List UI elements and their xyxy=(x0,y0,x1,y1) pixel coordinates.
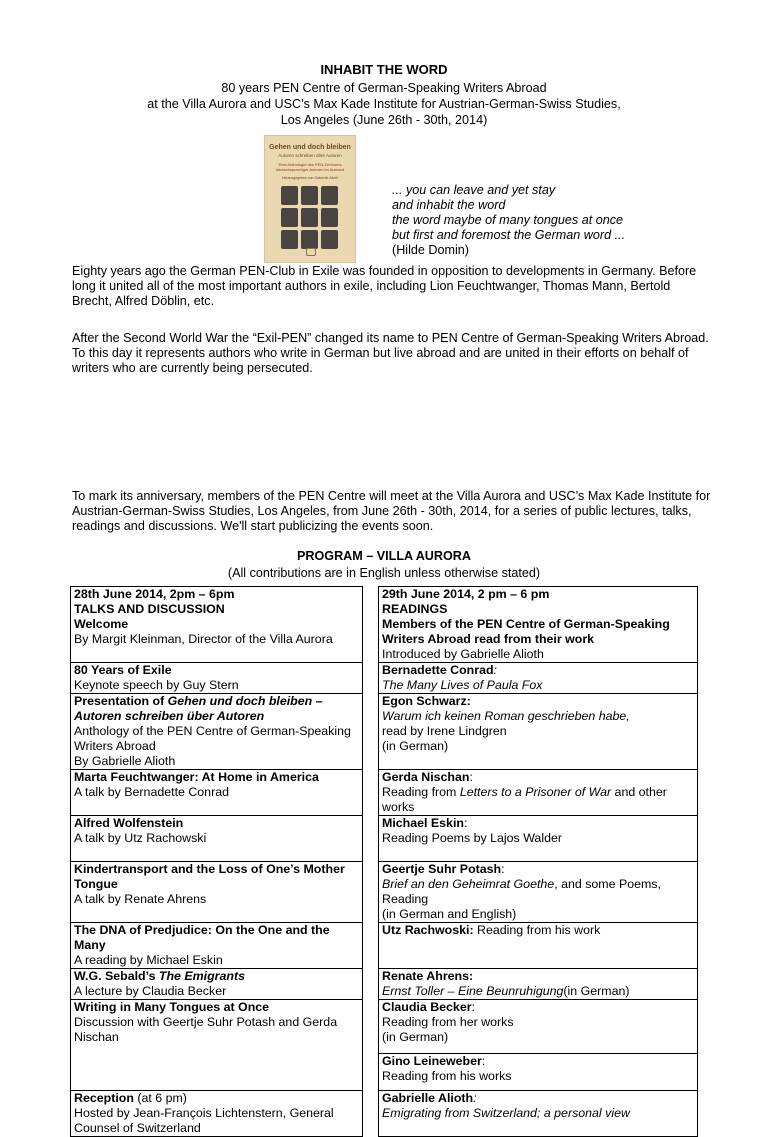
event-detail: Hosted by Jean-François Lichtenstern, General Counsel of Switzerland xyxy=(74,1106,334,1135)
book-title: Autoren schreiben über Autoren xyxy=(74,709,265,723)
table-row xyxy=(71,1091,698,1137)
subtitle-line: Los Angeles (June 26th - 30th, 2014) xyxy=(280,113,488,127)
portrait xyxy=(301,208,318,227)
program-cell xyxy=(71,770,363,816)
event-title: Claudia Becker xyxy=(382,1000,472,1014)
event-detail: Keynote speech by Guy Stern xyxy=(74,678,239,692)
table-row xyxy=(71,923,698,969)
program-cell xyxy=(379,587,698,663)
program-cell xyxy=(71,694,363,770)
program-cell xyxy=(71,1000,363,1091)
session-heading: TALKS AND DISCUSSION xyxy=(74,602,225,616)
cover-subtitle: Autoren schreiben über Autoren xyxy=(278,153,342,158)
anniversary-paragraph: To mark its anniversary, members of the PEN Centre will meet at the Villa Aurora and USC’s Max Kade Institute for Austrian-German-Swiss Studies, Los Angeles, from June 26th - 30th, 2014, for a series of public lectures, talks, readings and discussions. We'll start publicizing the events soon. xyxy=(72,489,711,533)
punct: : xyxy=(471,1000,475,1014)
program-cell xyxy=(71,663,363,694)
event-detail: Reading from her works xyxy=(382,1015,514,1029)
event-title: Welcome xyxy=(74,617,129,631)
event-detail: Introduced by Gabrielle Alioth xyxy=(382,647,544,661)
punct: : xyxy=(493,663,497,677)
program-title: PROGRAM – VILLA AURORA xyxy=(297,549,471,563)
event-detail: (in German and English) xyxy=(382,907,517,921)
portrait xyxy=(281,186,298,205)
event-detail: A talk by Bernadette Conrad xyxy=(74,785,229,799)
event-title: Gerda Nischan xyxy=(382,770,470,784)
page-title: INHABIT THE WORD xyxy=(320,62,448,77)
event-title: Kindertransport and the Loss of One’s Mother Tongue xyxy=(74,862,345,891)
book-title: Emigrating from Switzerland; a personal view xyxy=(382,1106,630,1120)
event-title: Gino Leineweber xyxy=(382,1054,482,1069)
event-title: Presentation of xyxy=(74,694,168,708)
event-detail: (in German) xyxy=(382,739,449,753)
quote-line: ... you can leave and yet stay xyxy=(392,183,556,197)
event-detail: A reading by Michael Eskin xyxy=(74,953,223,967)
program-cell xyxy=(379,694,698,770)
portrait xyxy=(321,208,338,227)
event-detail: read by Irene Lindgren xyxy=(382,724,507,738)
program-subtitle: (All contributions are in English unless otherwise stated) xyxy=(227,566,541,580)
event-detail: Anthology of the PEN Centre of German-Speaking Writers Abroad xyxy=(74,724,351,753)
program-cell xyxy=(71,587,363,663)
book-cover-image xyxy=(264,135,356,263)
event-detail: Reading Poems by Lajos Walder xyxy=(382,831,562,845)
event-detail: The Many Lives of Paula Fox xyxy=(382,678,543,692)
book-title: Gehen und doch bleiben – xyxy=(167,694,323,708)
day-heading: 28th June 2014, 2pm – 6pm xyxy=(74,587,235,601)
event-detail: (at 6 pm) xyxy=(133,1091,187,1105)
table-row xyxy=(71,663,698,694)
program-cell xyxy=(379,923,698,969)
page-subtitle xyxy=(0,80,768,128)
cover-title: Gehen und doch bleiben xyxy=(269,144,351,151)
event-detail: Reading from his work xyxy=(473,923,601,937)
event-detail: (in German) xyxy=(382,1030,449,1044)
event-detail: Reading from xyxy=(382,785,460,799)
event-title: Michael Eskin xyxy=(382,816,464,830)
session-heading: READINGS xyxy=(382,602,448,616)
event-title: The DNA of Predjudice: On the One and the Many xyxy=(74,923,330,952)
event-detail: A talk by Utz Rachowski xyxy=(74,831,207,845)
event-title: Utz Rachwoski: xyxy=(382,923,474,937)
portrait xyxy=(321,186,338,205)
event-title: Geertje Suhr Potash xyxy=(382,862,502,876)
program-cell xyxy=(379,770,698,816)
book-title: Letters to a Prisoner of War xyxy=(459,785,612,799)
publisher-logo-icon xyxy=(306,248,316,256)
event-detail: By Gabrielle Alioth xyxy=(74,754,176,768)
table-row xyxy=(71,969,698,1000)
program-table xyxy=(70,586,698,1137)
punct: : xyxy=(481,1054,486,1069)
portrait xyxy=(301,186,318,205)
event-title: Alfred Wolfenstein xyxy=(74,816,184,830)
program-cell xyxy=(379,663,698,694)
event-title: Renate Ahrens: xyxy=(382,969,474,983)
subtitle-line: 80 years PEN Centre of German-Speaking Writers Abroad xyxy=(221,81,547,95)
event-title: Gabrielle Alioth xyxy=(382,1091,474,1105)
punct: : xyxy=(463,816,468,830)
punct: : xyxy=(473,1091,477,1105)
quote-line: the word maybe of many tongues at once xyxy=(392,213,624,227)
book-title: Ernst Toller – Eine Beunruhigung xyxy=(382,984,564,998)
event-title: 80 Years of Exile xyxy=(74,663,172,677)
history-paragraph: After the Second World War the “Exil-PEN” changed its name to PEN Centre of German-Speaking Writers Abroad. To this day it represents authors who write in German but live abroad and are united in their efforts on behalf of writers who are currently being persecuted. xyxy=(72,331,709,375)
book-title: Brief an den Geheimrat Goethe xyxy=(382,877,555,891)
event-title: Bernadette Conrad xyxy=(382,663,494,677)
portrait xyxy=(301,230,318,249)
punct: : xyxy=(501,862,505,876)
subtitle-line: at the Villa Aurora and USC’s Max Kade Institute for Austrian-German-Swiss Studies, xyxy=(147,97,621,111)
portrait xyxy=(281,208,298,227)
event-detail: Reading from his works xyxy=(382,1069,512,1084)
program-cell xyxy=(379,1054,698,1091)
quote-attribution: (Hilde Domin) xyxy=(392,243,469,257)
table-row xyxy=(71,816,698,862)
day-heading: 29th June 2014, 2 pm – 6 pm xyxy=(382,587,550,601)
event-detail: By Margit Kleinman, Director of the Villa Aurora xyxy=(74,632,333,646)
punct: : xyxy=(469,770,473,784)
program-cell xyxy=(71,969,363,1000)
cover-line: Eine Anthologie des PEN-Zentrums deutschsprachiger Autoren im Ausland xyxy=(275,162,345,172)
program-cell xyxy=(379,816,698,862)
program-cell xyxy=(379,969,698,1000)
book-title: Warum ich keinen Roman geschrieben habe, xyxy=(382,709,630,723)
portrait xyxy=(321,230,338,249)
table-row xyxy=(71,587,698,663)
table-row xyxy=(71,862,698,923)
cover-portraits xyxy=(281,186,339,249)
event-detail: and other works xyxy=(382,785,667,814)
event-title: W.G. Sebald’s xyxy=(74,969,159,983)
intro-paragraph: Eighty years ago the German PEN-Club in Exile was founded in opposition to developments in Germany. Before long it united all of the most important authors in exile, including Lion Feuchtwanger, Thomas Mann, Bertold Brecht, Alfred Döblin, etc. xyxy=(72,264,697,308)
program-cell xyxy=(71,923,363,969)
event-detail: A lecture by Claudia Becker xyxy=(74,984,227,998)
cover-line: Herausgegeben von Gabrielle Alioth xyxy=(281,176,339,180)
book-title: The Emigrants xyxy=(158,969,245,983)
program-cell xyxy=(71,816,363,862)
table-row xyxy=(71,770,698,816)
event-title: Reception xyxy=(74,1091,134,1105)
event-title: Writing in Many Tongues at Once xyxy=(74,1000,270,1014)
event-title: Members of the PEN Centre of German-Speaking Writers Abroad read from their work xyxy=(382,617,670,646)
program-cell xyxy=(379,1000,698,1054)
program-cell xyxy=(379,1091,698,1137)
program-cell xyxy=(379,862,698,923)
event-title: Egon Schwarz: xyxy=(382,694,471,708)
event-detail: , and some Poems, Reading xyxy=(382,877,661,906)
program-cell xyxy=(71,1091,363,1137)
event-detail: A talk by Renate Ahrens xyxy=(74,892,207,906)
quote-line: and inhabit the word xyxy=(392,198,506,212)
portrait xyxy=(281,230,298,249)
program-cell xyxy=(71,862,363,923)
event-title: Marta Feuchtwanger: At Home in America xyxy=(74,770,319,784)
table-row xyxy=(71,1000,698,1054)
epigraph-quote xyxy=(392,183,625,258)
quote-line: but first and foremost the German word ... xyxy=(392,228,626,242)
table-row xyxy=(71,694,698,770)
event-detail: Discussion with Geertje Suhr Potash and Gerda Nischan xyxy=(74,1015,338,1044)
event-detail: (in German) xyxy=(563,984,630,998)
